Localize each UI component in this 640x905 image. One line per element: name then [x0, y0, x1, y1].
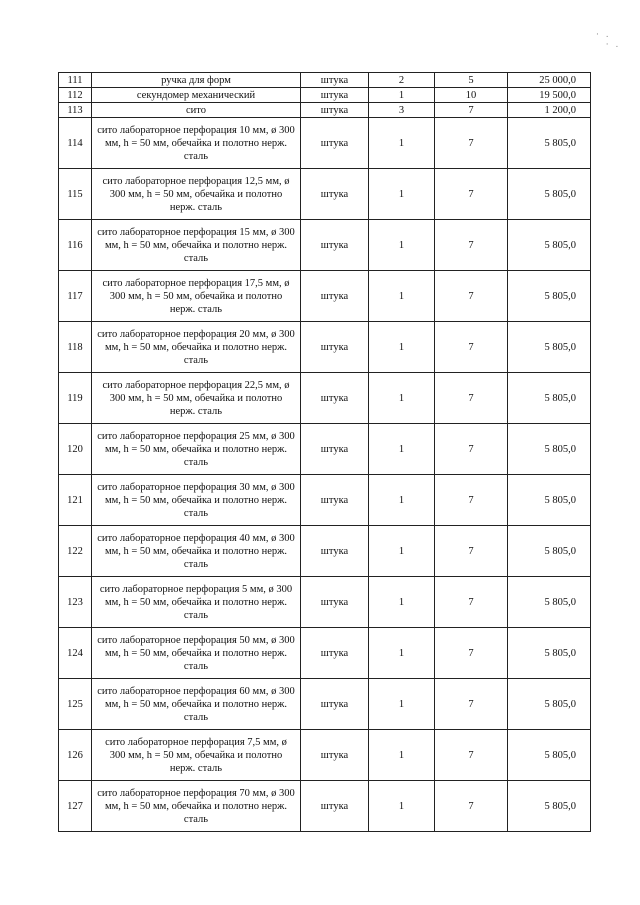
service-years: 7 [435, 118, 508, 169]
quantity: 3 [369, 103, 435, 118]
row-number: 117 [59, 271, 92, 322]
service-years: 7 [435, 220, 508, 271]
item-name: секундомер механический [92, 88, 301, 103]
item-name: сито лабораторное перфорация 50 мм, ø 300 мм, h = 50 мм, обечайка и полотно нерж. сталь [92, 628, 301, 679]
table-row [59, 781, 591, 832]
unit: штука [301, 730, 369, 781]
quantity: 1 [369, 220, 435, 271]
price: 5 805,0 [508, 475, 591, 526]
service-years: 5 [435, 73, 508, 88]
quantity: 1 [369, 628, 435, 679]
service-years: 7 [435, 781, 508, 832]
row-number: 120 [59, 424, 92, 475]
quantity: 1 [369, 679, 435, 730]
unit: штука [301, 577, 369, 628]
service-years: 7 [435, 424, 508, 475]
price: 5 805,0 [508, 169, 591, 220]
service-years: 7 [435, 526, 508, 577]
item-name: ручка для форм [92, 73, 301, 88]
unit: штука [301, 169, 369, 220]
item-name: сито лабораторное перфорация 17,5 мм, ø 300 мм, h = 50 мм, обечайка и полотно нерж. сталь [92, 271, 301, 322]
table-row [59, 475, 591, 526]
row-number: 119 [59, 373, 92, 424]
table-row [59, 271, 591, 322]
row-number: 113 [59, 103, 92, 118]
item-name: сито [92, 103, 301, 118]
price: 5 805,0 [508, 679, 591, 730]
item-name: сито лабораторное перфорация 30 мм, ø 300 мм, h = 50 мм, обечайка и полотно нерж. сталь [92, 475, 301, 526]
unit: штука [301, 118, 369, 169]
row-number: 127 [59, 781, 92, 832]
service-years: 7 [435, 322, 508, 373]
table-row [59, 118, 591, 169]
price: 5 805,0 [508, 730, 591, 781]
item-name: сито лабораторное перфорация 25 мм, ø 300 мм, h = 50 мм, обечайка и полотно нерж. сталь [92, 424, 301, 475]
service-years: 7 [435, 577, 508, 628]
price: 19 500,0 [508, 88, 591, 103]
price: 5 805,0 [508, 526, 591, 577]
row-number: 121 [59, 475, 92, 526]
item-name: сито лабораторное перфорация 15 мм, ø 300 мм, h = 50 мм, обечайка и полотно нерж. сталь [92, 220, 301, 271]
quantity: 1 [369, 424, 435, 475]
quantity: 1 [369, 730, 435, 781]
equipment-table [58, 72, 591, 832]
unit: штука [301, 73, 369, 88]
item-name: сито лабораторное перфорация 70 мм, ø 300 мм, h = 50 мм, обечайка и полотно нерж. сталь [92, 781, 301, 832]
row-number: 125 [59, 679, 92, 730]
price: 5 805,0 [508, 424, 591, 475]
table-row [59, 88, 591, 103]
unit: штука [301, 781, 369, 832]
price: 5 805,0 [508, 781, 591, 832]
table-row [59, 103, 591, 118]
price: 5 805,0 [508, 628, 591, 679]
quantity: 1 [369, 118, 435, 169]
service-years: 7 [435, 271, 508, 322]
row-number: 122 [59, 526, 92, 577]
row-number: 114 [59, 118, 92, 169]
service-years: 7 [435, 373, 508, 424]
table-row [59, 628, 591, 679]
unit: штука [301, 322, 369, 373]
table-row [59, 730, 591, 781]
unit: штука [301, 103, 369, 118]
unit: штука [301, 271, 369, 322]
quantity: 1 [369, 271, 435, 322]
row-number: 112 [59, 88, 92, 103]
row-number: 123 [59, 577, 92, 628]
price: 1 200,0 [508, 103, 591, 118]
service-years: 7 [435, 628, 508, 679]
price: 5 805,0 [508, 271, 591, 322]
quantity: 2 [369, 73, 435, 88]
service-years: 7 [435, 730, 508, 781]
quantity: 1 [369, 322, 435, 373]
table-body [59, 73, 591, 832]
unit: штука [301, 373, 369, 424]
item-name: сито лабораторное перфорация 12,5 мм, ø 300 мм, h = 50 мм, обечайка и полотно нерж. сталь [92, 169, 301, 220]
quantity: 1 [369, 373, 435, 424]
price: 5 805,0 [508, 373, 591, 424]
price: 5 805,0 [508, 322, 591, 373]
table-row [59, 169, 591, 220]
table-row [59, 424, 591, 475]
unit: штука [301, 679, 369, 730]
unit: штука [301, 526, 369, 577]
row-number: 111 [59, 73, 92, 88]
service-years: 7 [435, 475, 508, 526]
service-years: 7 [435, 169, 508, 220]
price: 25 000,0 [508, 73, 591, 88]
table-row [59, 577, 591, 628]
table-row [59, 73, 591, 88]
price: 5 805,0 [508, 577, 591, 628]
row-number: 115 [59, 169, 92, 220]
price: 5 805,0 [508, 118, 591, 169]
item-name: сито лабораторное перфорация 60 мм, ø 300 мм, h = 50 мм, обечайка и полотно нерж. сталь [92, 679, 301, 730]
quantity: 1 [369, 526, 435, 577]
quantity: 1 [369, 577, 435, 628]
quantity: 1 [369, 781, 435, 832]
table-row [59, 220, 591, 271]
quantity: 1 [369, 169, 435, 220]
item-name: сито лабораторное перфорация 40 мм, ø 300 мм, h = 50 мм, обечайка и полотно нерж. сталь [92, 526, 301, 577]
service-years: 10 [435, 88, 508, 103]
item-name: сито лабораторное перфорация 7,5 мм, ø 300 мм, h = 50 мм, обечайка и полотно нерж. сталь [92, 730, 301, 781]
item-name: сито лабораторное перфорация 22,5 мм, ø 300 мм, h = 50 мм, обечайка и полотно нерж. сталь [92, 373, 301, 424]
unit: штука [301, 88, 369, 103]
item-name: сито лабораторное перфорация 20 мм, ø 300 мм, h = 50 мм, обечайка и полотно нерж. сталь [92, 322, 301, 373]
unit: штука [301, 424, 369, 475]
item-name: сито лабораторное перфорация 5 мм, ø 300 мм, h = 50 мм, обечайка и полотно нерж. сталь [92, 577, 301, 628]
service-years: 7 [435, 103, 508, 118]
row-number: 116 [59, 220, 92, 271]
unit: штука [301, 475, 369, 526]
unit: штука [301, 220, 369, 271]
scan-specks: · . · . [596, 30, 621, 50]
row-number: 126 [59, 730, 92, 781]
quantity: 1 [369, 88, 435, 103]
unit: штука [301, 628, 369, 679]
service-years: 7 [435, 679, 508, 730]
price: 5 805,0 [508, 220, 591, 271]
table-row [59, 373, 591, 424]
item-name: сито лабораторное перфорация 10 мм, ø 300 мм, h = 50 мм, обечайка и полотно нерж. сталь [92, 118, 301, 169]
table-row [59, 679, 591, 730]
table-row [59, 322, 591, 373]
row-number: 118 [59, 322, 92, 373]
table-row [59, 526, 591, 577]
row-number: 124 [59, 628, 92, 679]
quantity: 1 [369, 475, 435, 526]
